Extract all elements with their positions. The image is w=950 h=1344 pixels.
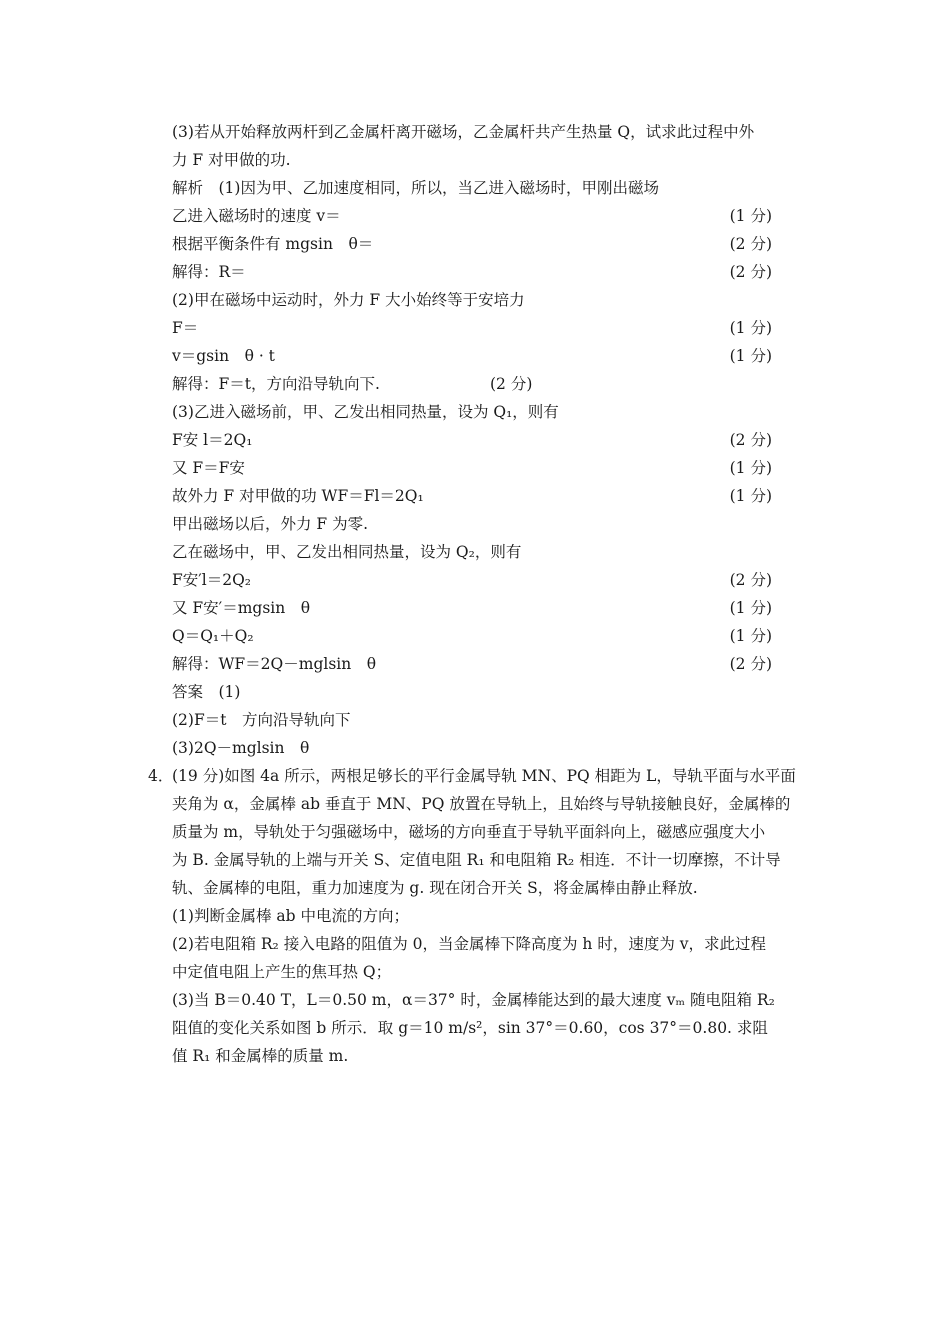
text-line: (2)甲在磁场中运动时，外力 F 大小始终等于安培力 <box>172 291 525 309</box>
answer-line: (3)2Q－mglsin θ <box>172 739 310 757</box>
score-label: (1 分) <box>729 319 772 337</box>
text-line: 力 F 对甲做的功. <box>172 151 291 169</box>
text-line: (3)若从开始释放两杆到乙金属杆离开磁场，乙金属杆共产生热量 Q，试求此过程中外 <box>172 123 755 141</box>
score-label: (1 分) <box>729 627 772 645</box>
question-line: 值 R₁ 和金属棒的质量 m. <box>172 1047 349 1065</box>
question-line: 阻值的变化关系如图 b 所示．取 g＝10 m/s²，sin 37°＝0.60，cos 37°＝0.80. 求阻 <box>172 1019 768 1037</box>
score-label: (1 分) <box>729 487 772 505</box>
score-label: (2 分) <box>729 263 772 281</box>
text-line: 解得：R＝ <box>172 263 246 281</box>
text-line: F安′l＝2Q₂ <box>172 571 252 589</box>
score-label: (2 分) <box>490 375 533 393</box>
score-label: (2 分) <box>729 235 772 253</box>
text-line: 甲出磁场以后，外力 F 为零. <box>172 515 369 533</box>
text-line: 乙进入磁场时的速度 v＝ <box>172 207 341 225</box>
score-label: (2 分) <box>729 571 772 589</box>
score-label: (1 分) <box>729 347 772 365</box>
score-label: (1 分) <box>729 459 772 477</box>
answer-line: 答案 (1) <box>172 683 241 701</box>
text-line: Q＝Q₁＋Q₂ <box>172 627 254 645</box>
answer-line: (2)F＝t 方向沿导轨向下 <box>172 711 351 729</box>
text-line: (3)乙进入磁场前，甲、乙发出相同热量，设为 Q₁，则有 <box>172 403 559 421</box>
question-line: (1)判断金属棒 ab 中电流的方向； <box>172 907 409 925</box>
question-line: 轨、金属棒的电阻，重力加速度为 g. 现在闭合开关 S，将金属棒由静止释放. <box>172 879 698 897</box>
question-line: (3)当 B＝0.40 T，L＝0.50 m，α＝37° 时，金属棒能达到的最大速度 vₘ 随电阻箱 R₂ <box>172 991 775 1009</box>
text-line: 解析 (1)因为甲、乙加速度相同，所以，当乙进入磁场时，甲刚出磁场 <box>172 179 659 197</box>
text-line: 乙在磁场中，甲、乙发出相同热量，设为 Q₂，则有 <box>172 543 522 561</box>
question-line: 为 B. 金属导轨的上端与开关 S、定值电阻 R₁ 和电阻箱 R₂ 相连．不计一切摩擦，不计导 <box>172 851 781 869</box>
score-label: (1 分) <box>729 599 772 617</box>
question-number: 4． <box>148 767 174 785</box>
text-line: 解得：F＝t，方向沿导轨向下. <box>172 375 380 393</box>
question-line: (19 分)如图 4a 所示，两根足够长的平行金属导轨 MN、PQ 相距为 L，导轨平面与水平面 <box>172 767 796 785</box>
text-line: 解得：WF＝2Q－mglsin θ <box>172 655 377 673</box>
text-line: v＝gsin θ · t <box>172 347 275 365</box>
text-line: 又 F＝F安 <box>172 459 245 477</box>
question-line: (2)若电阻箱 R₂ 接入电路的阻值为 0，当金属棒下降高度为 h 时，速度为 v，求此过程 <box>172 935 767 953</box>
text-line: 根据平衡条件有 mgsin θ＝ <box>172 235 374 253</box>
score-label: (1 分) <box>729 207 772 225</box>
question-line: 中定值电阻上产生的焦耳热 Q； <box>172 963 392 981</box>
score-label: (2 分) <box>729 431 772 449</box>
text-line: F安 l＝2Q₁ <box>172 431 253 449</box>
text-line: 故外力 F 对甲做的功 WF＝Fl＝2Q₁ <box>172 487 424 505</box>
text-line: F＝ <box>172 319 199 337</box>
text-line: 又 F安′＝mgsin θ <box>172 599 311 617</box>
question-line: 质量为 m，导轨处于匀强磁场中，磁场的方向垂直于导轨平面斜向上，磁感应强度大小 <box>172 823 766 841</box>
score-label: (2 分) <box>729 655 772 673</box>
question-line: 夹角为 α，金属棒 ab 垂直于 MN、PQ 放置在导轨上，且始终与导轨接触良好，金属棒的 <box>172 795 791 813</box>
